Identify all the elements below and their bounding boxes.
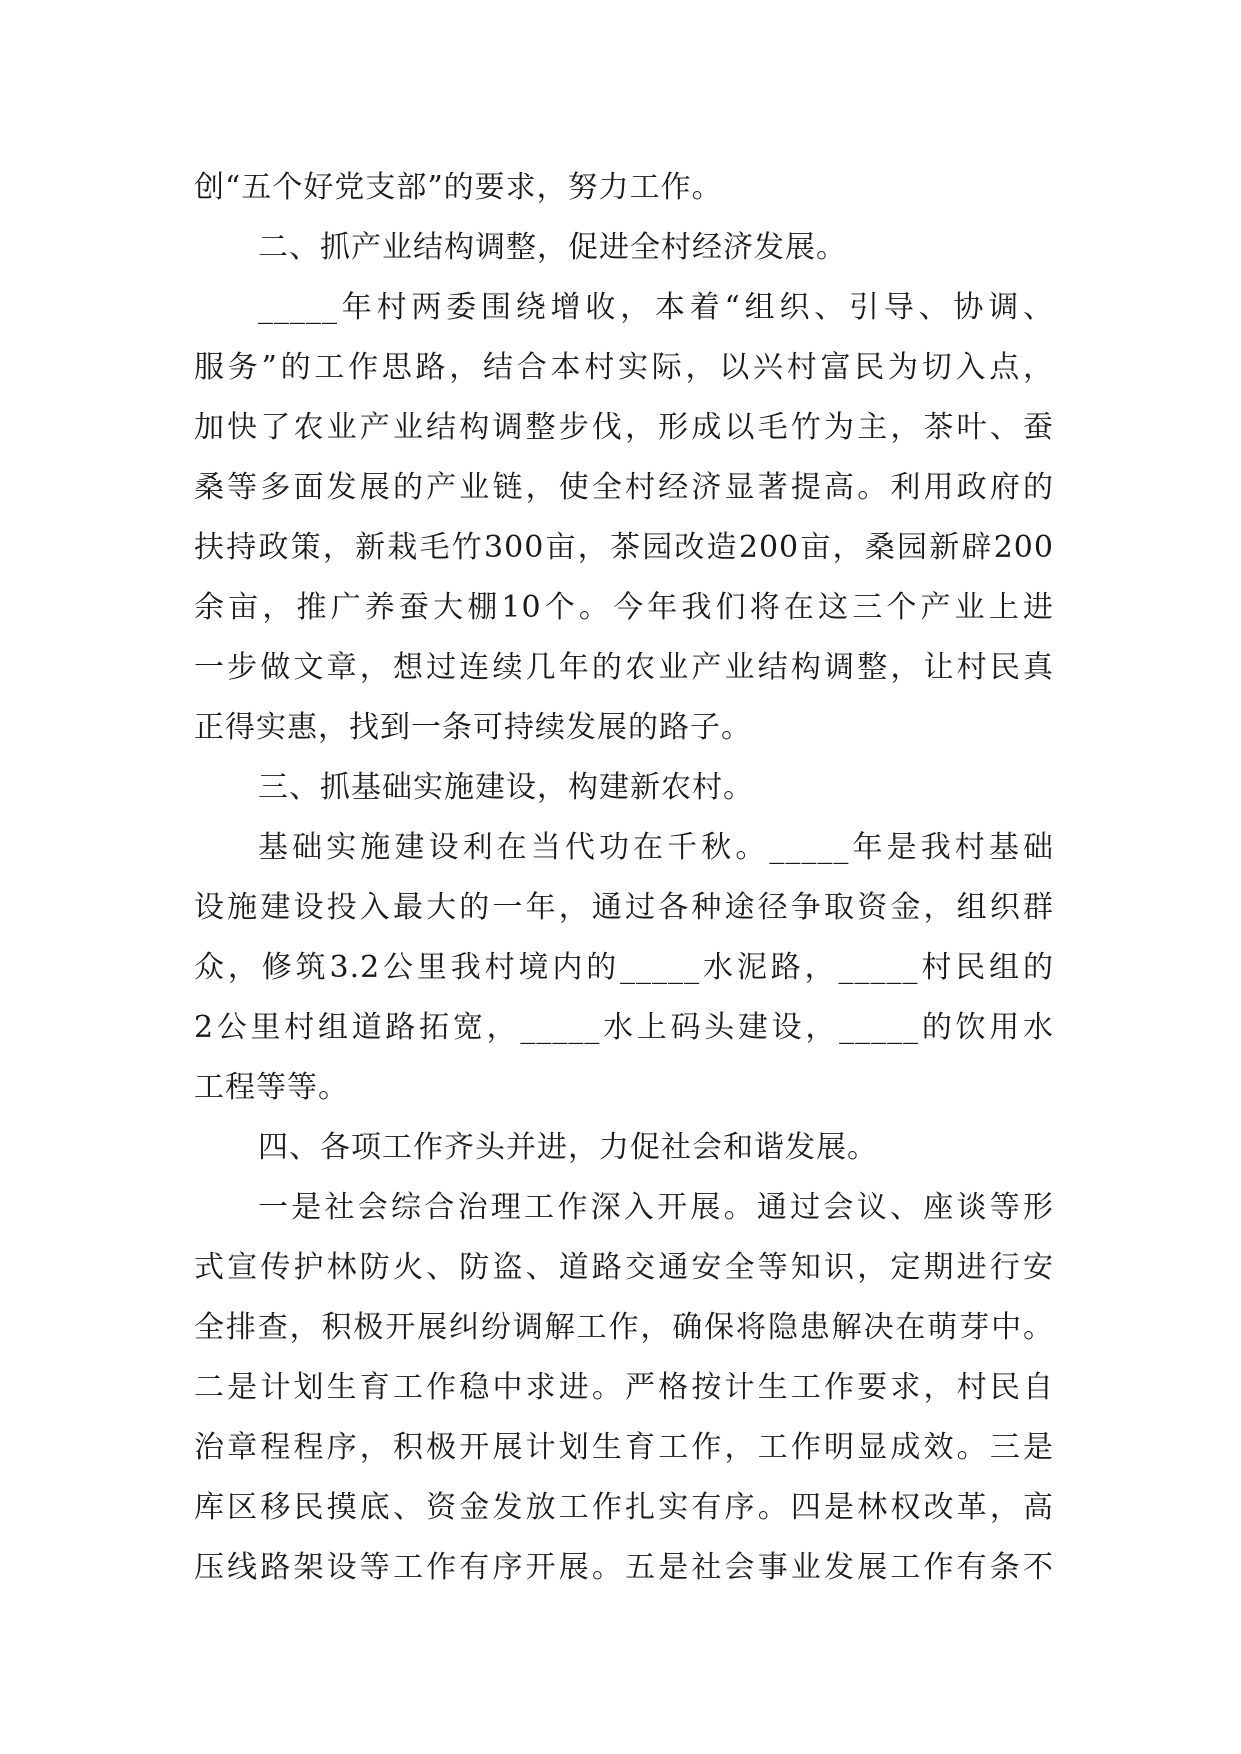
body-line: 桑等多面发展的产业链，使全村经济显著提高。利用政府的 [194,470,1054,505]
body-line: 工程等等。 [194,1070,349,1105]
body-line: 服务”的工作思路，结合本村实际，以兴村富民为切入点， [194,350,1054,385]
body-line: 设施建设投入最大的一年，通过各种途径争取资金，组织群 [194,890,1054,925]
body-line: 加快了农业产业结构调整步伐，形成以毛竹为主，茶叶、蚕 [194,410,1054,445]
body-line: 2公里村组道路拓宽，_____水上码头建设，_____的饮用水 [194,1010,1054,1045]
body-line: 全排查，积极开展纠纷调解工作，确保将隐患解决在萌芽中。 [194,1310,1054,1345]
body-line: 创“五个好党支部”的要求，努力工作。 [194,170,723,205]
section-heading-2: 二、抓产业结构调整，促进全村经济发展。 [258,230,847,265]
body-line: _____年村两委围绕增收，本着“组织、引导、协调、 [258,290,1054,325]
body-line: 一步做文章，想过连续几年的农业产业结构调整，让村民真 [194,650,1054,685]
document-body [194,158,1054,1598]
body-line: 库区移民摸底、资金发放工作扎实有序。四是林权改革，高 [194,1490,1054,1525]
body-line: 基础实施建设利在当代功在千秋。_____年是我村基础 [258,830,1054,865]
body-line: 余亩，推广养蚕大棚10个。今年我们将在这三个产业上进 [194,590,1054,625]
body-line: 一是社会综合治理工作深入开展。通过会议、座谈等形 [258,1190,1054,1225]
section-heading-4: 四、各项工作齐头并进，力促社会和谐发展。 [258,1130,878,1165]
body-line: 压线路架设等工作有序开展。五是社会事业发展工作有条不 [194,1550,1054,1585]
body-line: 众，修筑3.2公里我村境内的_____水泥路，_____村民组的 [194,950,1054,985]
body-line: 扶持政策，新栽毛竹300亩，茶园改造200亩，桑园新辟200 [194,530,1054,565]
body-line: 正得实惠，找到一条可持续发展的路子。 [194,710,752,745]
body-line: 式宣传护林防火、防盗、道路交通安全等知识，定期进行安 [194,1250,1054,1285]
section-heading-3: 三、抓基础实施建设，构建新农村。 [258,770,754,805]
body-line: 治章程程序，积极开展计划生育工作，工作明显成效。三是 [194,1430,1054,1465]
body-line: 二是计划生育工作稳中求进。严格按计生工作要求，村民自 [194,1370,1054,1405]
